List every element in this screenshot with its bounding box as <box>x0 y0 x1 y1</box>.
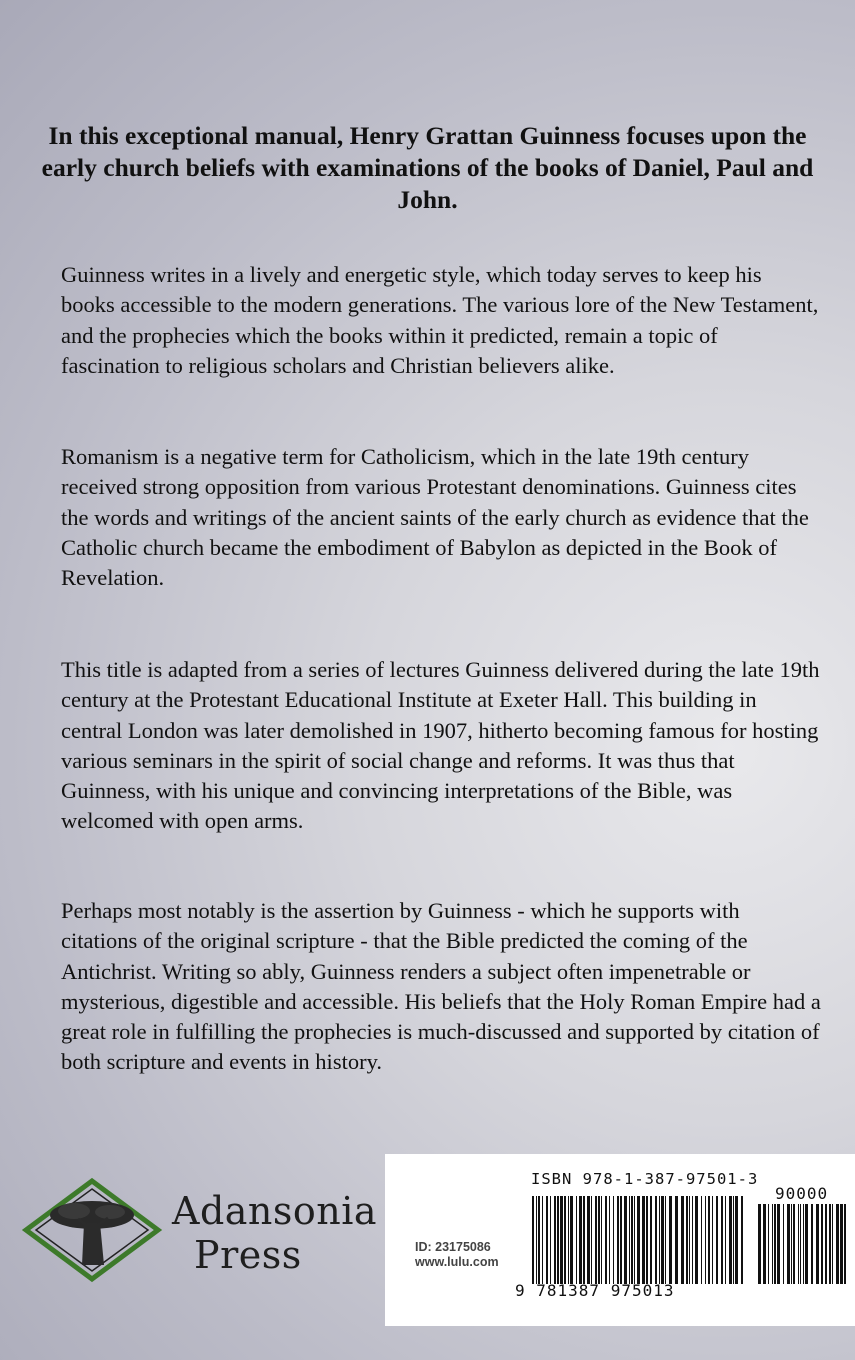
barcode-bar <box>816 1204 819 1284</box>
barcode-bar <box>605 1196 607 1284</box>
barcode-bar <box>591 1196 592 1284</box>
description-paragraph-3: This title is adapted from a series of lectures Guinness delivered during the late 19th century at the Protestant Educational Institute at Exeter Hall. This building in central London was later demolished in 1907, hitherto becoming famous for hosting various seminars in the spirit of social change and reforms. It was thus that Guinness, with his unique and convincing interpretations of the Bible, was welcomed with open arms. <box>61 657 820 834</box>
barcode-bar <box>712 1196 713 1284</box>
barcode-bar <box>681 1196 684 1284</box>
barcode-bar <box>601 1196 602 1284</box>
lulu-url: www.lulu.com <box>415 1255 499 1269</box>
isbn-barcode <box>532 1196 747 1284</box>
barcode-bar <box>821 1204 823 1284</box>
barcode-bar <box>532 1196 534 1284</box>
baobab-tree-diamond-icon <box>22 1175 172 1285</box>
barcode-bar <box>793 1204 795 1284</box>
barcode-bar <box>613 1196 614 1284</box>
barcode-bar <box>725 1196 726 1284</box>
barcode-bar <box>787 1204 790 1284</box>
barcode-bar <box>617 1196 619 1284</box>
barcode-bar <box>803 1204 804 1284</box>
barcode-bar <box>598 1196 600 1284</box>
barcode-bar <box>583 1196 585 1284</box>
barcode-bar <box>729 1196 732 1284</box>
barcode-bar <box>798 1204 799 1284</box>
barcode-panel <box>385 1154 855 1326</box>
barcode-bar <box>595 1196 597 1284</box>
barcode-bar <box>650 1196 652 1284</box>
barcode-bar <box>587 1196 590 1284</box>
barcode-bar <box>689 1196 690 1284</box>
barcode-bar <box>646 1196 648 1284</box>
barcode-bar <box>624 1196 627 1284</box>
barcode-bar <box>768 1204 769 1284</box>
barcode-bar <box>557 1196 559 1284</box>
barcode-bar <box>692 1196 693 1284</box>
headline: In this exceptional manual, Henry Grattan Guinness focuses upon the early church beliefs with examinations of the books of Daniel, Paul and John. <box>41 121 814 214</box>
barcode-bar <box>772 1204 773 1284</box>
barcode-bar <box>777 1204 780 1284</box>
barcode-bar <box>570 1196 573 1284</box>
description-paragraph-1: Guinness writes in a lively and energetic style, which today serves to keep his books accessible to the modern generations. The various lore of the New Testament, and the prophecies which the books within it predicted, remain a topic of fascination to religious scholars and Christian believers alike. <box>61 262 819 378</box>
barcode-bar <box>536 1196 537 1284</box>
barcode-bar <box>659 1196 660 1284</box>
barcode-bar <box>665 1196 666 1284</box>
barcode-bar <box>741 1196 743 1284</box>
barcode-bar <box>844 1204 846 1284</box>
barcode-bar <box>763 1204 766 1284</box>
barcode-bar <box>811 1204 813 1284</box>
description-paragraph-2: Romanism is a negative term for Catholicism, which in the late 19th century received strong opposition from various Protestant denominations. Guinness cites the words and writings of the ancient saints of the early church as evidence that the Catholic church became the embodiment of Babylon as depicted in the Book of Revelation. <box>61 444 809 591</box>
barcode-bar <box>675 1196 678 1284</box>
barcode-bar <box>774 1204 776 1284</box>
publisher-name-line-2: Press <box>194 1233 302 1277</box>
barcode-bar <box>542 1196 543 1284</box>
barcode-bar <box>609 1196 610 1284</box>
barcode-bar <box>686 1196 688 1284</box>
barcode-bar <box>568 1196 569 1284</box>
barcode-bar <box>576 1196 577 1284</box>
price-barcode <box>758 1204 850 1284</box>
barcode-bar <box>620 1196 622 1284</box>
barcode-bar <box>634 1196 635 1284</box>
barcode-bar <box>836 1204 839 1284</box>
barcode-bar <box>546 1196 548 1284</box>
barcode-bar <box>564 1196 566 1284</box>
barcode-bar <box>840 1204 843 1284</box>
barcode-bar <box>800 1204 801 1284</box>
lulu-label <box>415 1240 499 1270</box>
barcode-digits: 9 781387 975013 <box>515 1281 675 1300</box>
barcode-bar <box>637 1196 640 1284</box>
barcode-bar <box>758 1204 761 1284</box>
publisher-logo <box>22 1175 378 1285</box>
barcode-bar <box>695 1196 698 1284</box>
barcode-bar <box>783 1204 784 1284</box>
barcode-bar <box>705 1196 706 1284</box>
publisher-name-line-1: Adansonia <box>172 1189 378 1233</box>
barcode-bar <box>805 1204 808 1284</box>
barcode-bar <box>716 1196 718 1284</box>
barcode-bar <box>550 1196 551 1284</box>
barcode-bar <box>733 1196 734 1284</box>
barcode-bar <box>642 1196 645 1284</box>
barcode-bar <box>708 1196 710 1284</box>
barcode-bar <box>791 1204 792 1284</box>
barcode-bar <box>829 1204 831 1284</box>
barcode-bar <box>554 1196 556 1284</box>
barcode-bar <box>661 1196 664 1284</box>
isbn-text: ISBN 978-1-387-97501-3 <box>531 1170 759 1188</box>
barcode-bar <box>735 1196 738 1284</box>
barcode-bar <box>825 1204 827 1284</box>
barcode-bar <box>631 1196 633 1284</box>
barcode-bar <box>560 1196 563 1284</box>
barcode-bar <box>721 1196 723 1284</box>
barcode-bar <box>832 1204 833 1284</box>
description-paragraph-4: Perhaps most notably is the assertion by Guinness - which he supports with citations of the original scripture - that the Bible predicted the coming of the Antichrist. Writing so ably, Guinness renders a subject often impenetrable or mysterious, digestible and accessible. His beliefs that the Holy Roman Empire had a great role in fulfilling the prophecies is much-discussed and supported by citation of both scripture and events in history. <box>61 898 821 1075</box>
barcode-bar <box>701 1196 702 1284</box>
price-code: 90000 <box>775 1184 829 1203</box>
barcode-bar <box>538 1196 540 1284</box>
barcode-bar <box>655 1196 657 1284</box>
barcode-bar <box>579 1196 582 1284</box>
barcode-bar <box>629 1196 630 1284</box>
lulu-id: ID: 23175086 <box>415 1240 491 1254</box>
barcode-bar <box>669 1196 672 1284</box>
